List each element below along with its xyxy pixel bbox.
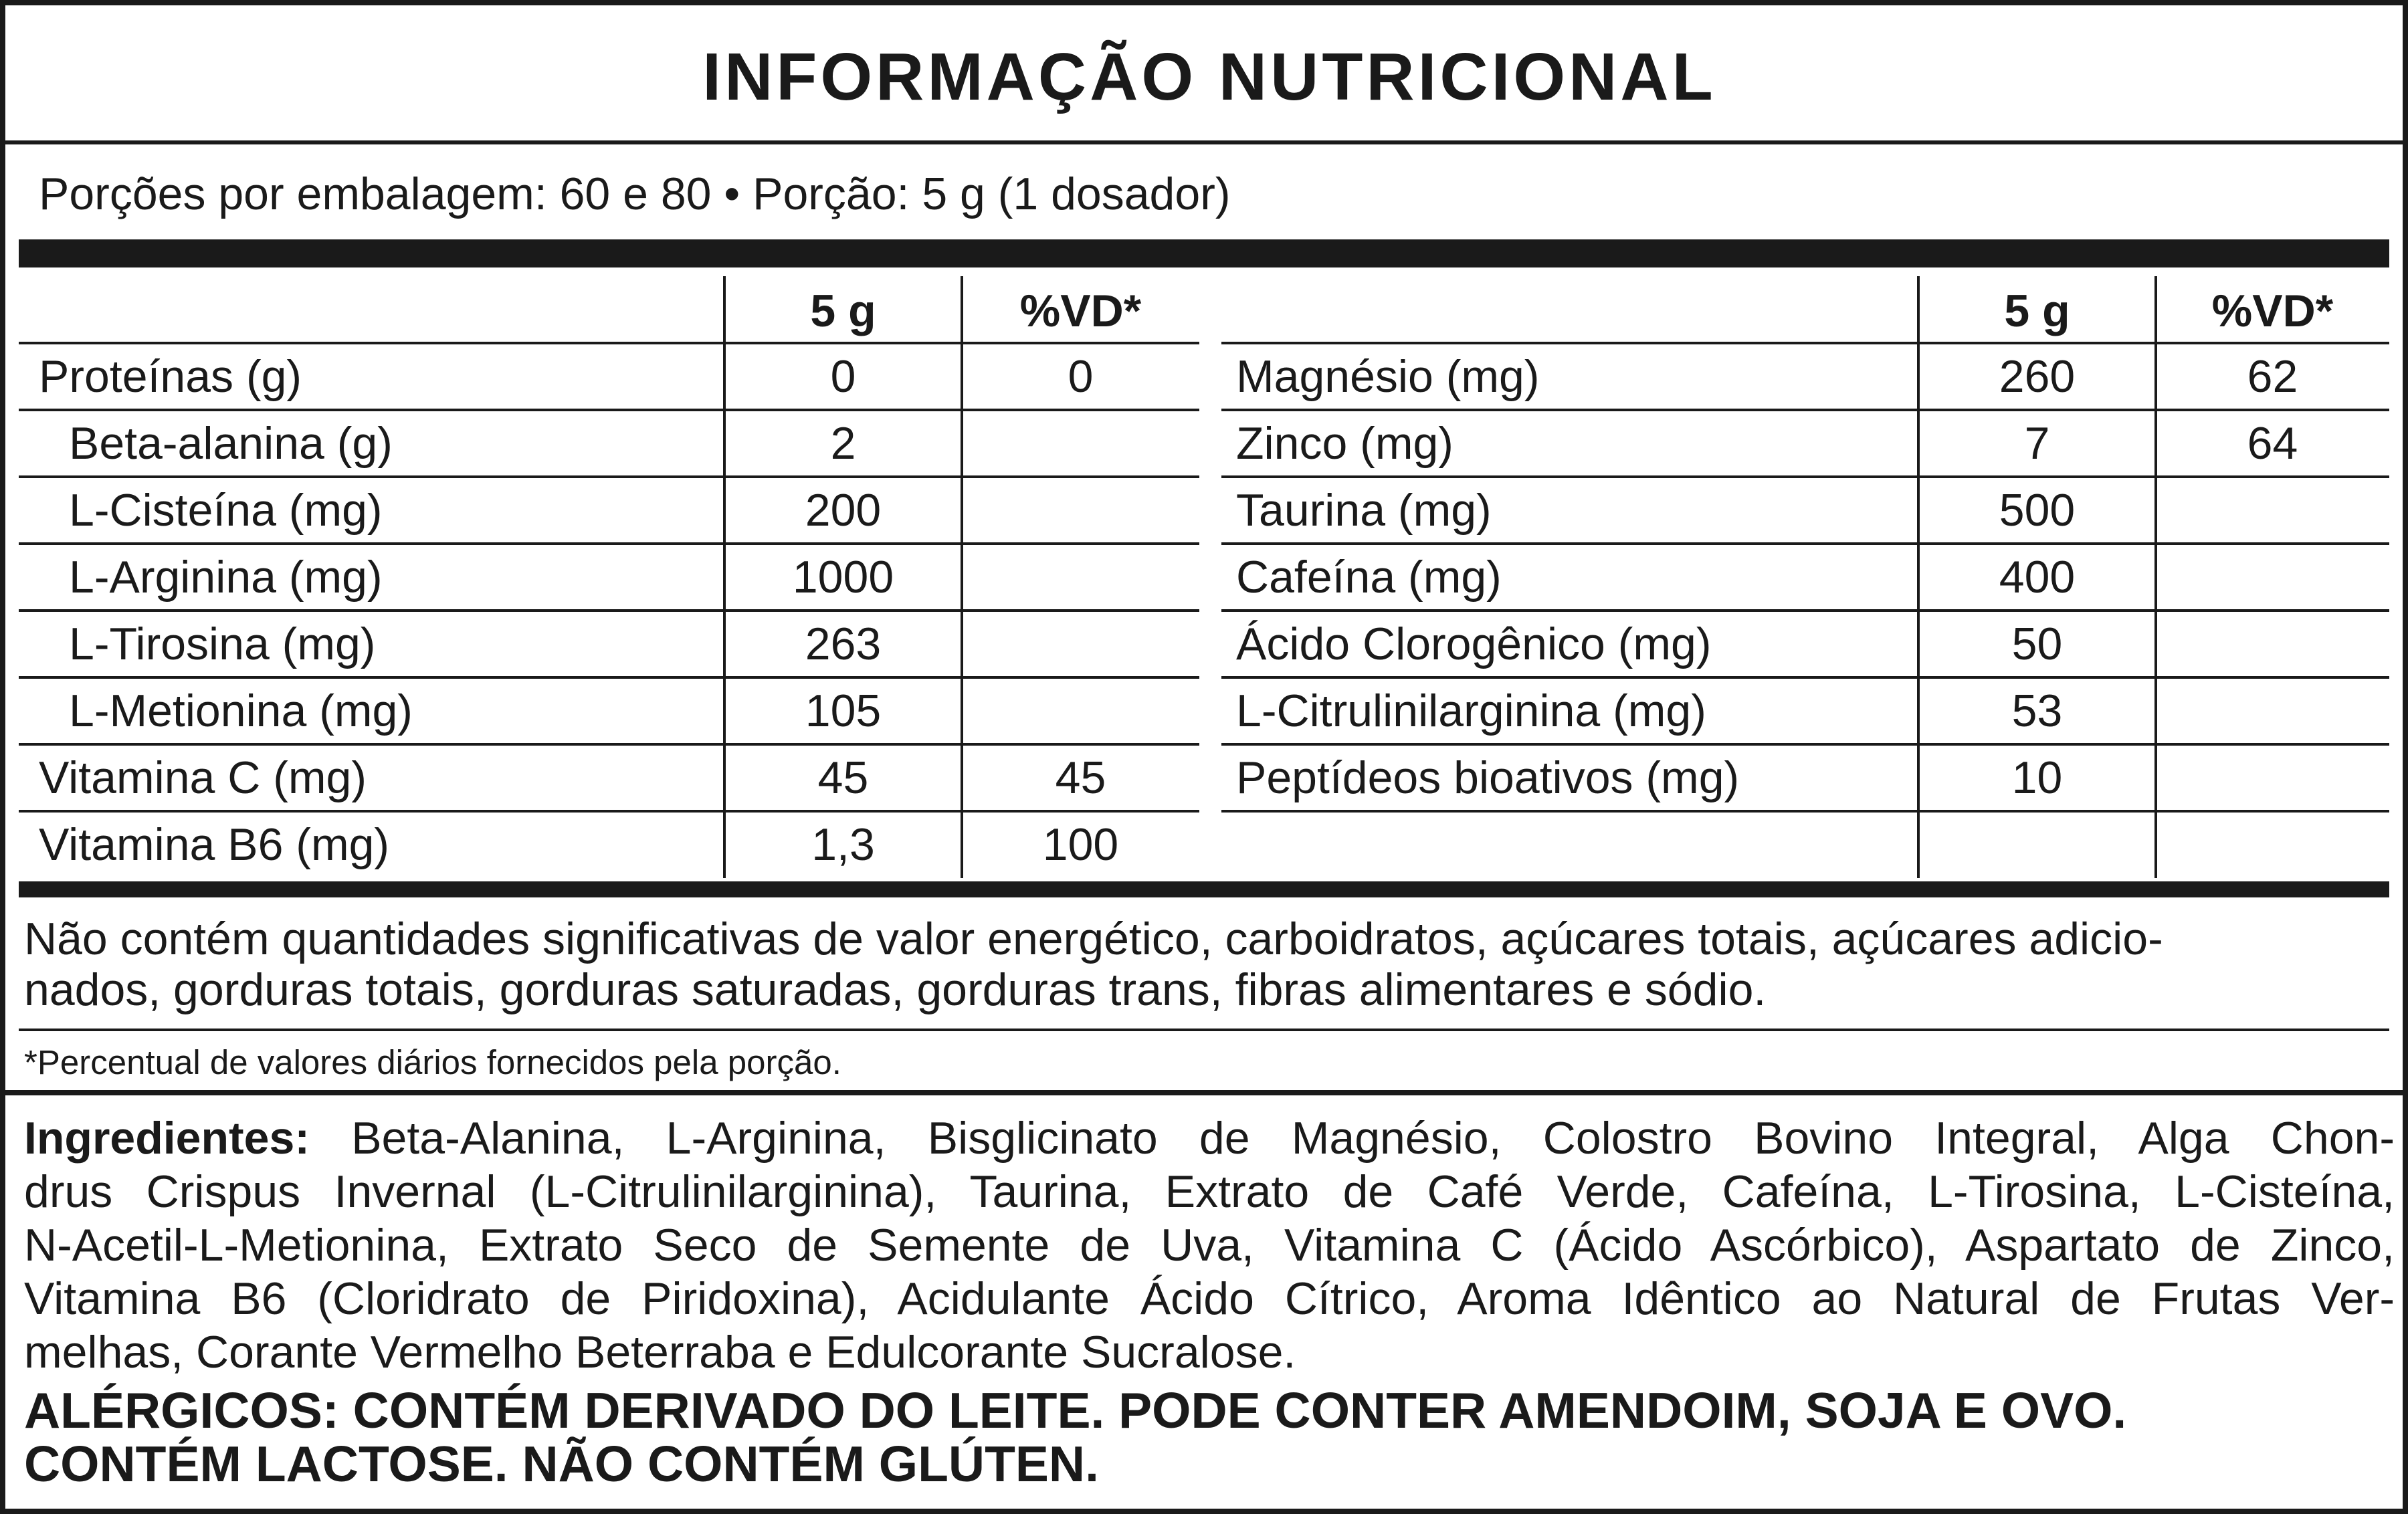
- nutrient-dv: 64: [2247, 418, 2298, 469]
- row-rule: [1221, 676, 2389, 679]
- nutrient-dv: 100: [1042, 819, 1119, 870]
- ingredients-text-1: Beta-Alanina, L-Arginina, Bisglicinato de Magnésio, Colostro Bovino Integral, Alga Chon-: [309, 1113, 2395, 1164]
- allergens-line-1: ALÉRGICOS: CONTÉM DERIVADO DO LEITE. PODE CONTER AMENDOIM, SOJA E OVO.: [24, 1382, 2127, 1438]
- row-rule: [1221, 409, 2389, 411]
- nutrient-name: Zinco (mg): [1236, 418, 1453, 469]
- nutrient-name: Beta-alanina (g): [69, 418, 393, 469]
- left-header-amount: 5 g: [810, 286, 876, 336]
- nutrient-name: Peptídeos bioativos (mg): [1236, 752, 1740, 803]
- left-header-rule: [19, 342, 1199, 344]
- row-rule: [19, 475, 1199, 478]
- ingredients-line-1: [24, 1111, 2395, 1165]
- nutrient-dv: 45: [1055, 752, 1106, 803]
- ingredients-line-3: N-Acetil-L-Metionina, Extrato Seco de Semente de Uva, Vitamina C (Ácido Ascórbico), Aspartato de Zinco,: [24, 1220, 2395, 1271]
- nutrient-amount: 45: [817, 752, 869, 803]
- section-divider: [5, 1090, 2403, 1095]
- nutrient-name: Ácido Clorogênico (mg): [1236, 619, 1712, 669]
- row-rule: [19, 676, 1199, 679]
- row-rule: [19, 542, 1199, 545]
- ingredients-line-5: melhas, Corante Vermelho Beterraba e Edulcorante Sucralose.: [24, 1327, 1296, 1378]
- nutrient-amount: 0: [830, 351, 856, 402]
- serving-info: Porções por embalagem: 60 e 80 • Porção: 5 g (1 dosador): [39, 169, 1231, 219]
- nutrient-amount: 1000: [792, 552, 894, 603]
- ingredients-label: Ingredientes:: [24, 1113, 310, 1164]
- nutrient-dv: 0: [1068, 351, 1094, 402]
- nutrient-amount: 50: [2011, 619, 2063, 669]
- not-contains-line-2: nados, gorduras totais, gorduras saturadas, gorduras trans, fibras alimentares e sódio.: [24, 964, 1767, 1015]
- nutrient-amount: 105: [805, 685, 882, 736]
- row-rule: [1221, 475, 2389, 478]
- row-rule: [19, 743, 1199, 746]
- row-rule: [19, 409, 1199, 411]
- nutrient-name: L-Arginina (mg): [69, 552, 383, 603]
- thin-divider: [19, 1029, 2389, 1031]
- not-contains-line-1: Não contém quantidades significativas de valor energético, carboidratos, açúcares totais, açúcares adicio-: [24, 913, 2163, 964]
- row-rule: [19, 810, 1199, 813]
- panel-title: INFORMAÇÃO NUTRICIONAL: [702, 39, 1716, 114]
- nutrient-amount: 7: [2024, 418, 2050, 469]
- nutrient-name: L-Tirosina (mg): [69, 619, 376, 669]
- nutrient-name: Taurina (mg): [1236, 485, 1492, 536]
- row-rule: [1221, 810, 2389, 813]
- left-header-dv: %VD*: [1019, 286, 1142, 336]
- row-rule: [1221, 609, 2389, 612]
- thick-divider-bottom: [19, 881, 2389, 897]
- nutrient-amount: 1,3: [811, 819, 875, 870]
- nutrient-name: Cafeína (mg): [1236, 552, 1502, 603]
- nutrient-name: L-Cisteína (mg): [69, 485, 383, 536]
- right-header-dv: %VD*: [2211, 286, 2334, 336]
- nutrient-name: Magnésio (mg): [1236, 351, 1540, 402]
- footnote: *Percentual de valores diários fornecidos pela porção.: [24, 1043, 841, 1081]
- row-rule: [1221, 542, 2389, 545]
- nutrient-name: Vitamina C (mg): [39, 752, 367, 803]
- nutrient-name: L-Citrulinilarginina (mg): [1236, 685, 1706, 736]
- row-rule: [19, 609, 1199, 612]
- right-header-rule: [1221, 342, 2389, 344]
- right-header-amount: 5 g: [2004, 286, 2070, 336]
- row-rule: [1221, 743, 2389, 746]
- nutrient-name: L-Metionina (mg): [69, 685, 413, 736]
- nutrient-amount: 53: [2011, 685, 2063, 736]
- ingredients-line-2: drus Crispus Invernal (L-Citrulinilarginina), Taurina, Extrato de Café Verde, Cafeína, L-Tirosina, L-Cisteína,: [24, 1166, 2395, 1217]
- nutrient-amount: 200: [805, 485, 882, 536]
- title-divider: [5, 140, 2403, 144]
- allergens-line-2: CONTÉM LACTOSE. NÃO CONTÉM GLÚTEN.: [24, 1436, 1099, 1492]
- nutrient-amount: 263: [805, 619, 882, 669]
- ingredients-line-4: Vitamina B6 (Cloridrato de Piridoxina), Acidulante Ácido Cítrico, Aroma Idêntico ao Natural de Frutas Ver-: [24, 1273, 2395, 1324]
- nutrient-amount: 10: [2011, 752, 2063, 803]
- nutrient-name: Vitamina B6 (mg): [39, 819, 390, 870]
- nutrient-amount: 2: [830, 418, 856, 469]
- nutrient-amount: 260: [1999, 351, 2076, 402]
- nutrient-amount: 400: [1999, 552, 2076, 603]
- nutrient-name: Proteínas (g): [39, 351, 302, 402]
- nutrient-amount: 500: [1999, 485, 2076, 536]
- nutrient-dv: 62: [2247, 351, 2298, 402]
- thick-divider-top: [19, 239, 2389, 267]
